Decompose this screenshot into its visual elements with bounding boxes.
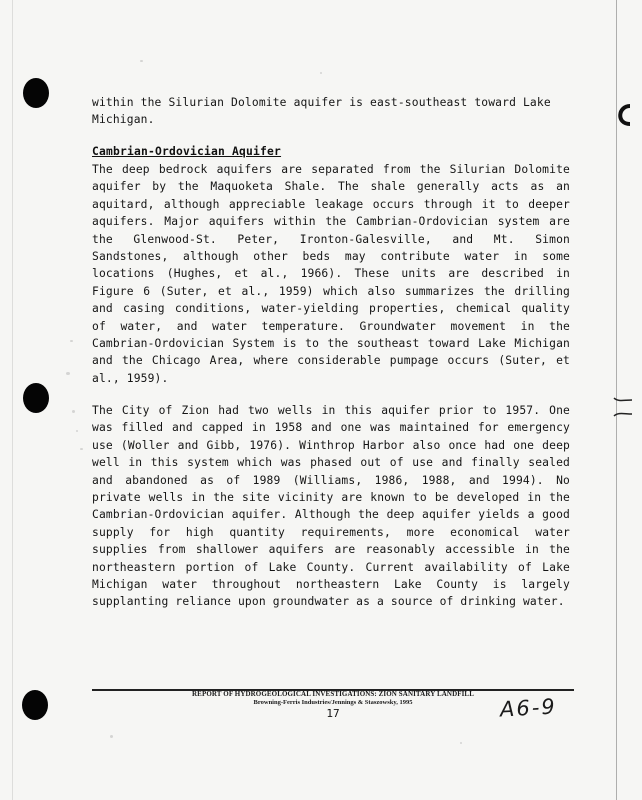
paragraph-continuation: within the Silurian Dolomite aquifer is east-southeast toward Lake Michigan. xyxy=(92,96,551,127)
punch-hole-middle xyxy=(23,383,49,413)
footer-report-title: REPORT OF HYDROGEOLOGICAL INVESTIGATIONS: ZION SANITARY LANDFILL xyxy=(192,690,474,698)
binding-mark-icon xyxy=(612,102,634,128)
binding-mark-icon xyxy=(612,394,634,420)
handwritten-exhibit-label: A6-9 xyxy=(499,694,558,722)
scan-speckle xyxy=(70,340,73,342)
scan-speckle xyxy=(72,410,75,413)
scan-speckle xyxy=(76,430,78,432)
paragraph-cambrian-ordovician: The deep bedrock aquifers are separated from the Silurian Dolomite aquifer by the Maquoketa Shale. The shale generally acts as an aquitard, although appreciable leakage occurs through it to deeper aquifers. Major aquifers within the Cambrian-Ordovician system are the Glenwood-St. Peter, Ironton-Galesville, and Mt. Simon Sandstones, although other beds may contribute water in some locations (Hughes, et al., 1966). These units are described in Figure 6 (Suter, et al., 1959) which also summarizes the drilling and casing conditions, water-yielding properties, chemical quality of water, and water temperature. Groundwater movement in the Cambrian-Ordovician System is to the southeast toward Lake Michigan and the Chicago Area, where considerable pumpage occurs (Suter, et al., 1959). xyxy=(92,163,570,385)
scan-speckle xyxy=(320,72,322,74)
scan-edge-line xyxy=(12,0,13,800)
scan-speckle xyxy=(460,742,462,744)
scan-speckle xyxy=(140,60,143,62)
scan-speckle xyxy=(66,372,70,375)
scan-speckle xyxy=(80,448,83,450)
section-heading: Cambrian-Ordovician Aquifer xyxy=(92,145,282,158)
punch-hole-top xyxy=(23,78,49,108)
page-number: 17 xyxy=(326,707,340,720)
scan-speckle xyxy=(110,735,113,738)
footer-authors: Browning-Ferris Industries/Jennings & Staszowsky, 1995 xyxy=(253,699,413,706)
punch-hole-bottom xyxy=(22,690,48,720)
paragraph-zion-wells: The City of Zion had two wells in this aquifer prior to 1957. One was filled and capped in 1958 and one was maintained for emergency use (Woller and Gibb, 1976). Winthrop Harbor also once had one deep well in this system which was phased out of use and finally sealed and abandoned as of 1989 (Williams, 1986, 1988, and 1994). No private wells in the site vicinity are known to be developed in the Cambrian-Ordovician aquifer. Although the deep aquifer yields a good supply for high quantity requirements, more economical water supplies from shallower aquifers are reasonably accessible in the northeastern portion of Lake County. Current availability of Lake Michigan water throughout northeastern Lake County is largely supplanting reliance upon groundwater as a source of drinking water. xyxy=(92,404,570,609)
